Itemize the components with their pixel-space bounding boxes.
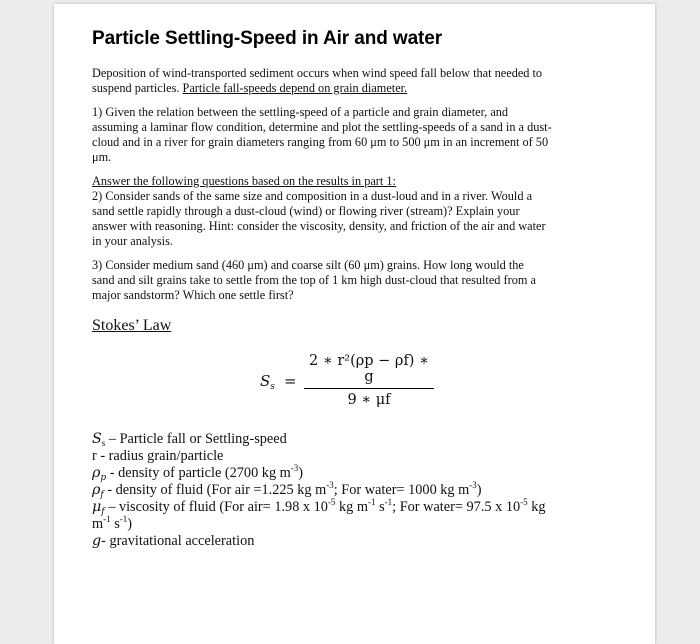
mu-t4: ; For water= 97.5 x 10 — [392, 499, 521, 515]
mu-s4: -5 — [520, 497, 528, 507]
g-symbol: g — [92, 533, 102, 549]
intro-underlined-text: Particle fall-speeds depend on grain diameter. — [182, 81, 408, 95]
intro-line-1: Deposition of wind-transported sediment occurs when wind speed fall below that needed to — [92, 66, 543, 80]
g-text: - gravitational acceleration — [101, 533, 255, 549]
rho-p-text: - density of particle (2700 kg m — [106, 465, 291, 481]
q1-line-3: cloud and in a river for grain diameters ranging from 60 μm to 500 μm in an increment of 50 — [92, 135, 549, 149]
mu-s2: -1 — [368, 497, 376, 507]
ss-symbol: S — [92, 431, 102, 447]
formula-lhs — [260, 372, 275, 390]
mu-t7: s — [110, 516, 120, 532]
mu-s6: -1 — [103, 514, 111, 524]
q2-line-1: 2) Consider sands of the same size and composition in a dust-loud and in a river. Would a — [92, 189, 533, 203]
mu-t3: s — [375, 499, 385, 515]
rho-f-symbol: ρ — [92, 482, 101, 498]
formula-fraction — [304, 353, 434, 408]
mu-t6: m — [92, 516, 104, 532]
formula-lhs-subscript: s — [270, 382, 275, 392]
definitions-list — [92, 431, 612, 550]
q3-line-3: major sandstorm? Which one settle first? — [92, 288, 294, 302]
rho-f-sup2: -3 — [469, 480, 477, 490]
ss-sub: s — [101, 438, 106, 448]
rho-p-tail: ) — [298, 465, 304, 481]
q2-line-2: sand settle rapidly through a dust-cloud (wind) or flowing river (stream)? Explain your — [92, 204, 520, 218]
q1-line-4: μm. — [92, 150, 112, 164]
definition-particle-density — [92, 465, 612, 482]
r-text: r - radius grain/particle — [92, 448, 224, 464]
ss-text: – Particle fall or Settling-speed — [105, 431, 287, 447]
rho-p-sub: p — [100, 473, 107, 483]
rho-f-sup1: -3 — [326, 480, 334, 490]
rho-f-sub: f — [100, 490, 104, 500]
formula-equals: = — [284, 372, 297, 390]
q3-line-2: sand and silt grains take to settle from the top of 1 km high dust-cloud that resulted from a — [92, 273, 536, 287]
definition-fluid-density — [92, 482, 612, 499]
mu-f-sub: f — [101, 507, 105, 517]
document-content — [92, 28, 612, 550]
q2-line-3: answer with reasoning. Hint: consider the viscosity, density, and friction of the air and water — [92, 219, 546, 233]
mu-s1: -5 — [327, 497, 336, 507]
formula-lhs-symbol: S — [260, 372, 271, 390]
mu-s3: -1 — [384, 497, 393, 507]
rho-p-symbol: ρ — [92, 465, 101, 481]
q1-line-2: assuming a laminar flow condition, determine and plot the settling-speeds of a sand in a dust- — [92, 120, 552, 134]
formula-numerator: 2 ∗ r²(ρp − ρf) ∗ g — [309, 353, 429, 385]
rho-f-tail: ) — [476, 482, 482, 498]
mu-t2: kg m — [335, 499, 369, 515]
q2-line-4: in your analysis. — [92, 234, 173, 248]
question-2-block — [92, 174, 612, 249]
mu-t1: – viscosity of fluid (For air= 1.98 x 10 — [104, 499, 328, 515]
question-3 — [92, 258, 612, 303]
answer-heading: Answer the following questions based on the results in part 1: — [92, 174, 396, 188]
stokes-formula — [92, 347, 612, 417]
intro-paragraph — [92, 66, 612, 96]
formula-denominator: 9 ∗ μf — [347, 392, 391, 408]
mu-f-symbol: μ — [92, 499, 102, 515]
rho-f-text1: - density of fluid (For air =1.225 kg m — [103, 482, 327, 498]
q1-line-1: 1) Given the relation between the settling-speed of a particle and grain diameter, and — [92, 105, 509, 119]
page-title: Particle Settling-Speed in Air and water — [92, 28, 443, 49]
definition-gravity — [92, 533, 612, 550]
rho-p-sup: -3 — [290, 463, 299, 473]
intro-line-2: suspend particles. — [92, 81, 183, 95]
definition-settling-speed — [92, 431, 612, 448]
mu-t8: ) — [127, 516, 133, 532]
definition-radius — [92, 448, 612, 465]
question-1 — [92, 105, 612, 165]
definition-viscosity — [92, 499, 612, 533]
rho-f-text2: ; For water= 1000 kg m — [333, 482, 470, 498]
stokes-law-heading: Stokes’ Law — [92, 317, 172, 334]
q3-line-1: 3) Consider medium sand (460 μm) and coarse silt (60 μm) grains. How long would the — [92, 258, 524, 272]
mu-t5: kg — [527, 499, 546, 515]
mu-s7: -1 — [119, 514, 128, 524]
document-page — [54, 4, 655, 644]
